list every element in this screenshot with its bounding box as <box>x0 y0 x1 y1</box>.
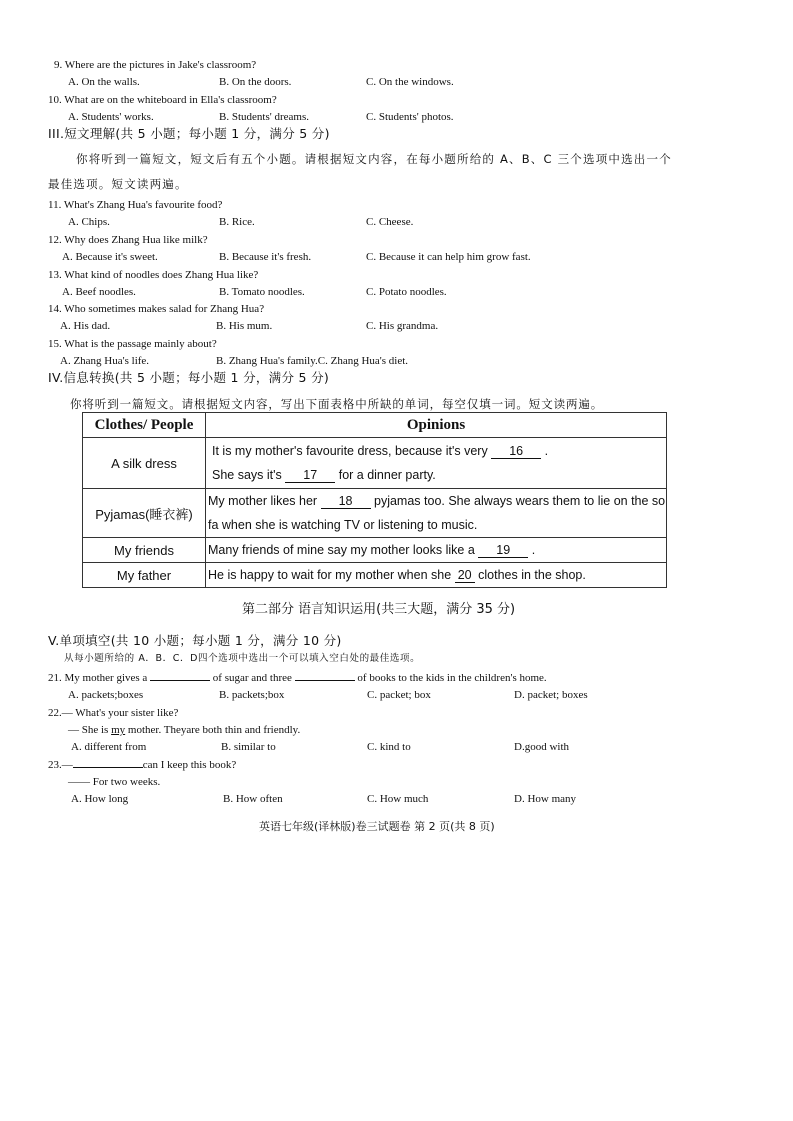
question-21-option-c: C. packet; box <box>367 689 431 701</box>
table-row <box>83 538 667 563</box>
question-14-option-b: B. His mum. <box>216 320 273 332</box>
question-9-option-b: B. On the doors. <box>219 76 292 88</box>
row-label-silk-dress: A silk dress <box>83 438 206 489</box>
opinion-text: pyjamas too. She always wears them to lie on the so <box>370 494 666 508</box>
stem-text: can I keep this book? <box>142 759 237 771</box>
stem-text: — She is <box>68 724 112 736</box>
opinion-text: Many friends of mine say my mother looks like a <box>208 543 479 557</box>
question-9-option-c: C. On the windows. <box>366 76 454 88</box>
blank-17[interactable]: 17 <box>285 468 335 483</box>
underlined-word: my <box>111 724 126 736</box>
section-3-title: III.短文理解(共 5 小题；每小题 1 分，满分 5 分) <box>48 126 330 141</box>
table-header-clothes-people: Clothes/ People <box>83 413 206 438</box>
question-22-option-b: B. similar to <box>221 741 276 753</box>
table-header-row <box>83 413 667 438</box>
blank-19[interactable]: 19 <box>478 543 528 558</box>
question-15-option-a: A. Zhang Hua's life. <box>60 355 150 367</box>
question-23-option-a: A. How long <box>71 793 129 805</box>
question-23-stem <box>48 758 236 772</box>
question-10-option-a: A. Students' works. <box>68 111 154 123</box>
opinion-text: . <box>541 444 549 458</box>
question-21-stem <box>48 671 547 685</box>
question-13-option-a: A. Beef noodles. <box>62 286 136 298</box>
table-header-opinions: Opinions <box>206 413 667 438</box>
question-22-option-c: C. kind to <box>367 741 411 753</box>
question-10-option-b: B. Students' dreams. <box>219 111 309 123</box>
info-table <box>82 412 667 588</box>
row-opinion-my-friends <box>206 538 667 563</box>
question-23-response: —— For two weeks. <box>68 776 161 788</box>
stem-text: mother. Theyare both thin and friendly. <box>125 724 301 736</box>
section-4-title: IV.信息转换(共 5 小题；每小题 1 分，满分 5 分) <box>48 370 330 385</box>
question-13-option-c: C. Potato noodles. <box>366 286 447 298</box>
question-22-stem: 22.— What's your sister like? <box>48 707 179 719</box>
question-22-option-a: A. different from <box>71 741 147 753</box>
opinion-text: My mother likes her <box>208 494 321 508</box>
opinion-text: It is my mother's favourite dress, because it's very <box>212 444 492 458</box>
page-footer: 英语七年级(译林版)卷三试题卷 第 2 页(共 8 页) <box>259 820 495 833</box>
row-label-my-father: My father <box>83 563 206 588</box>
section-3-instruction: 你将听到一篇短文，短文后有五个小题。请根据短文内容，在每小题所给的 A、B、C 三个选项中选出一个 <box>76 152 672 166</box>
question-10-stem: 10. What are on the whiteboard in Ella's classroom? <box>48 94 277 106</box>
question-10-option-c: C. Students' photos. <box>366 111 454 123</box>
stem-text: 23.— <box>48 759 73 771</box>
question-14-stem: 14. Who sometimes makes salad for Zhang Hua? <box>48 303 265 315</box>
answer-blank[interactable] <box>73 767 143 768</box>
question-22-option-d: D.good with <box>514 741 569 753</box>
question-13-stem: 13. What kind of noodles does Zhang Hua like? <box>48 269 259 281</box>
question-15-option-b-c: B. Zhang Hua's family.C. Zhang Hua's diet. <box>216 355 409 367</box>
opinion-text: fa when she is watching TV or listening to music. <box>208 518 478 532</box>
table-row <box>83 438 667 489</box>
question-21-option-b: B. packets;box <box>219 689 285 701</box>
part-2-title: 第二部分 语言知识运用(共三大题，满分 35 分) <box>242 602 516 617</box>
question-9-option-a: A. On the walls. <box>68 76 140 88</box>
blank-20[interactable]: 20 <box>455 568 475 583</box>
question-12-option-b: B. Because it's fresh. <box>219 251 312 263</box>
stem-text: of sugar and three <box>210 672 295 684</box>
row-opinion-silk-dress <box>206 438 667 489</box>
table-row <box>83 489 667 538</box>
section-3-instruction-cont: 最佳选项。短文读两遍。 <box>48 177 188 191</box>
question-21-option-a: A. packets;boxes <box>68 689 144 701</box>
question-14-option-a: A. His dad. <box>60 320 111 332</box>
question-9-stem: 9. Where are the pictures in Jake's classroom? <box>54 59 257 71</box>
question-12-option-a: A. Because it's sweet. <box>62 251 158 263</box>
blank-18[interactable]: 18 <box>321 494 371 509</box>
question-23-option-b: B. How often <box>223 793 283 805</box>
blank-16[interactable]: 16 <box>491 444 541 459</box>
answer-blank[interactable] <box>150 680 210 681</box>
opinion-text: clothes in the shop. <box>474 568 586 582</box>
row-label-my-friends: My friends <box>83 538 206 563</box>
question-11-option-a: A. Chips. <box>68 216 110 228</box>
opinion-text: She says it's <box>212 468 286 482</box>
table-row <box>83 563 667 588</box>
question-15-stem: 15. What is the passage mainly about? <box>48 338 217 350</box>
opinion-text: . <box>528 543 536 557</box>
row-label-pyjamas: Pyjamas(睡衣裤) <box>83 489 206 538</box>
question-23-option-d: D. How many <box>514 793 577 805</box>
question-14-option-c: C. His grandma. <box>366 320 439 332</box>
opinion-text: He is happy to wait for my mother when she <box>208 568 455 582</box>
opinion-text: for a dinner party. <box>335 468 436 482</box>
section-5-title: V.单项填空(共 10 小题；每小题 1 分，满分 10 分) <box>48 633 342 648</box>
question-11-option-c: C. Cheese. <box>366 216 414 228</box>
question-13-option-b: B. Tomato noodles. <box>219 286 305 298</box>
row-opinion-pyjamas <box>206 489 667 538</box>
row-opinion-my-father <box>206 563 667 588</box>
question-21-option-d: D. packet; boxes <box>514 689 588 701</box>
question-23-option-c: C. How much <box>367 793 429 805</box>
stem-text: of books to the kids in the children's home. <box>354 672 547 684</box>
section-5-instruction: 从每小题所给的 A．B．C．D四个选项中选出一个可以填入空白处的最佳选项。 <box>64 653 421 664</box>
answer-blank[interactable] <box>295 680 355 681</box>
question-11-stem: 11. What's Zhang Hua's favourite food? <box>48 199 223 211</box>
question-12-stem: 12. Why does Zhang Hua like milk? <box>48 234 208 246</box>
section-4-instruction: 你将听到一篇短文。请根据短文内容，写出下面表格中所缺的单词，每空仅填一词。短文读两遍。 <box>70 397 604 411</box>
question-12-option-c: C. Because it can help him grow fast. <box>366 251 531 263</box>
question-22-response <box>68 723 300 737</box>
question-11-option-b: B. Rice. <box>219 216 255 228</box>
stem-text: 21. My mother gives a <box>48 672 151 684</box>
